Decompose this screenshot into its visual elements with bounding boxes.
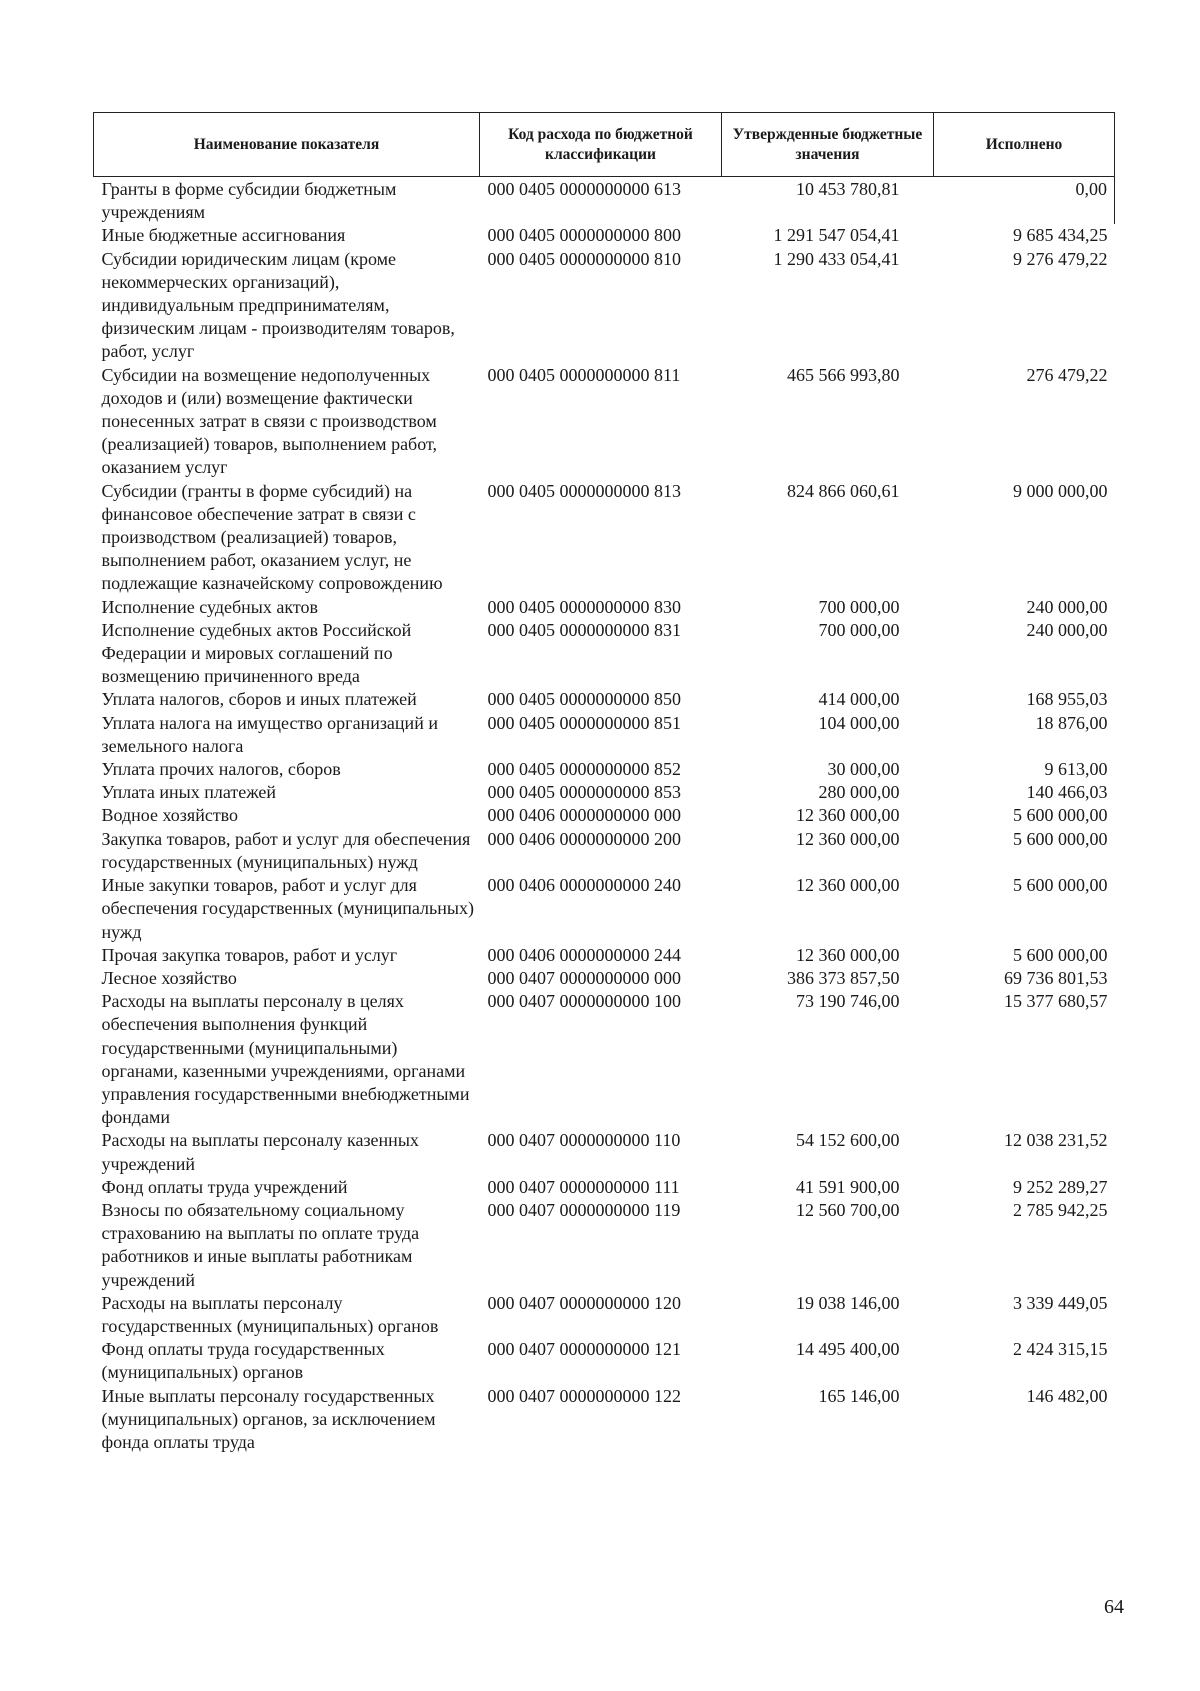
table-header <box>94 113 1115 177</box>
header-executed: Исполнено <box>934 113 1115 177</box>
row-approved: 12 360 000,00 <box>796 828 900 849</box>
table-row <box>94 1338 1115 1384</box>
row-approved: 104 000,00 <box>818 712 900 733</box>
table-row <box>94 712 1115 758</box>
row-code: 000 0405 0000000000 800 <box>487 225 681 246</box>
header-name: Наименование показателя <box>94 113 480 177</box>
row-executed: 2 424 315,15 <box>1013 1339 1108 1360</box>
row-executed: 9 685 434,25 <box>1013 225 1108 246</box>
row-executed: 5 600 000,00 <box>1013 944 1108 965</box>
row-executed: 5 600 000,00 <box>1013 875 1108 896</box>
row-code: 000 0406 0000000000 000 <box>487 805 681 826</box>
table-row <box>94 1199 1115 1292</box>
row-approved: 165 146,00 <box>818 1385 900 1406</box>
row-executed: 3 339 449,05 <box>1013 1292 1108 1313</box>
row-code: 000 0405 0000000000 811 <box>487 364 681 385</box>
row-executed: 146 482,00 <box>1026 1385 1108 1406</box>
row-code: 000 0405 0000000000 851 <box>487 712 681 733</box>
row-approved: 19 038 146,00 <box>796 1292 900 1313</box>
row-code: 000 0406 0000000000 200 <box>487 828 681 849</box>
table-row <box>94 1385 1115 1455</box>
row-approved: 465 566 993,80 <box>787 364 900 385</box>
row-code: 000 0406 0000000000 240 <box>487 875 681 896</box>
row-approved: 30 000,00 <box>827 759 900 780</box>
table-row <box>94 364 1115 480</box>
row-executed: 9 613,00 <box>1044 759 1108 780</box>
row-name: Субсидии (гранты в форме субсидий) на финансовое обеспечение затрат в связи с производством (реализацией) товаров, выполнением работ, оказанием услуг, не подлежащие казначейскому сопровождению <box>101 480 443 594</box>
row-name: Фонд оплаты труда государственных (муниципальных) органов <box>101 1339 385 1383</box>
table-row <box>94 990 1115 1129</box>
budget-execution-sheet <box>93 112 1114 1454</box>
row-approved: 12 360 000,00 <box>796 944 900 965</box>
page-number: 64 <box>1104 1596 1124 1618</box>
table-row <box>94 781 1115 804</box>
row-name: Фонд оплаты труда учреждений <box>101 1176 348 1197</box>
row-code: 000 0407 0000000000 110 <box>487 1130 681 1151</box>
row-executed: 168 955,03 <box>1026 689 1108 710</box>
row-code: 000 0407 0000000000 111 <box>487 1176 680 1197</box>
row-code: 000 0407 0000000000 120 <box>487 1292 681 1313</box>
row-approved: 1 290 433 054,41 <box>773 248 900 269</box>
row-code: 000 0407 0000000000 100 <box>487 991 681 1012</box>
row-name: Прочая закупка товаров, работ и услуг <box>101 944 398 965</box>
table-row <box>94 967 1115 990</box>
row-approved: 10 453 780,81 <box>796 179 900 199</box>
table-row <box>94 1129 1115 1175</box>
table-row <box>94 177 1115 225</box>
row-approved: 824 866 060,61 <box>787 480 900 501</box>
row-approved: 41 591 900,00 <box>796 1176 900 1197</box>
row-name: Взносы по обязательному социальному страхованию на выплаты по оплате труда работников и иные выплаты работникам учреждений <box>101 1199 420 1290</box>
table-row <box>94 1292 1115 1338</box>
row-name: Исполнение судебных актов <box>101 596 319 617</box>
row-name: Гранты в форме субсидии бюджетным учреждениям <box>101 179 397 223</box>
row-executed: 240 000,00 <box>1026 596 1108 617</box>
row-executed: 140 466,03 <box>1026 782 1108 803</box>
row-executed: 69 736 801,53 <box>1004 967 1108 988</box>
row-code: 000 0406 0000000000 244 <box>487 944 681 965</box>
row-name: Уплата налогов, сборов и иных платежей <box>101 689 417 710</box>
row-name: Субсидии юридическим лицам (кроме некоммерческих организаций), индивидуальным предпринимателям, физическим лицам - производителям товаров, работ, услуг <box>101 248 455 362</box>
row-name: Уплата налога на имущество организаций и земельного налога <box>101 712 438 756</box>
table-row <box>94 874 1115 944</box>
header-code: Код расхода по бюджетной классификации <box>480 113 722 177</box>
table-row <box>94 619 1115 689</box>
row-code: 000 0405 0000000000 850 <box>487 689 681 710</box>
row-approved: 386 373 857,50 <box>787 967 900 988</box>
table-row <box>94 828 1115 874</box>
row-executed: 15 377 680,57 <box>1004 991 1108 1012</box>
row-code: 000 0405 0000000000 853 <box>487 782 681 803</box>
row-name: Иные бюджетные ассигнования <box>101 225 346 246</box>
row-executed: 9 252 289,27 <box>1013 1176 1108 1197</box>
row-approved: 54 152 600,00 <box>796 1130 900 1151</box>
row-approved: 700 000,00 <box>818 619 900 640</box>
row-name: Лесное хозяйство <box>101 967 237 988</box>
row-executed: 276 479,22 <box>1026 364 1108 385</box>
row-name: Расходы на выплаты персоналу в целях обеспечения выполнения функций государственными (муниципальными) органами, казенными учреждениями, органами управления государственными внебюджетными фондами <box>101 991 470 1128</box>
table-row <box>94 224 1115 247</box>
table-row <box>94 1176 1115 1199</box>
row-approved: 1 291 547 054,41 <box>773 225 900 246</box>
row-executed: 240 000,00 <box>1026 619 1108 640</box>
table-row <box>94 480 1115 596</box>
row-approved: 700 000,00 <box>818 596 900 617</box>
row-name: Субсидии на возмещение недополученных доходов и (или) возмещение фактически понесенных затрат в связи с производством (реализацией) товаров, выполнением работ, оказанием услуг <box>101 364 437 478</box>
table-body <box>94 177 1115 1455</box>
budget-table <box>93 112 1115 1454</box>
table-row <box>94 248 1115 364</box>
row-executed: 5 600 000,00 <box>1013 828 1108 849</box>
row-code: 000 0407 0000000000 119 <box>487 1199 681 1220</box>
row-approved: 12 360 000,00 <box>796 875 900 896</box>
row-approved: 14 495 400,00 <box>796 1339 900 1360</box>
table-row <box>94 688 1115 711</box>
row-name: Уплата прочих налогов, сборов <box>101 759 341 780</box>
row-executed: 0,00 <box>934 177 1115 225</box>
row-approved: 280 000,00 <box>818 782 900 803</box>
row-name: Иные закупки товаров, работ и услуг для обеспечения государственных (муниципальных) нужд <box>101 875 474 942</box>
row-name: Исполнение судебных актов Российской Федерации и мировых соглашений по возмещению причиненного вреда <box>101 619 412 687</box>
row-code: 000 0405 0000000000 810 <box>487 248 681 269</box>
row-code: 000 0405 0000000000 813 <box>487 480 681 501</box>
row-name: Уплата иных платежей <box>101 782 277 803</box>
row-executed: 9 000 000,00 <box>1013 480 1108 501</box>
row-code: 000 0405 0000000000 830 <box>487 596 681 617</box>
row-code: 000 0405 0000000000 852 <box>487 759 681 780</box>
row-code: 000 0405 0000000000 831 <box>487 619 681 640</box>
table-row <box>94 758 1115 781</box>
row-executed: 5 600 000,00 <box>1013 805 1108 826</box>
row-name: Водное хозяйство <box>101 805 239 826</box>
header-approved: Утвержденные бюджетные значения <box>722 113 934 177</box>
row-code: 000 0407 0000000000 122 <box>487 1385 681 1406</box>
table-row <box>94 804 1115 827</box>
row-code: 000 0407 0000000000 000 <box>487 967 681 988</box>
row-executed: 9 276 479,22 <box>1013 248 1108 269</box>
table-row <box>94 944 1115 967</box>
table-row <box>94 596 1115 619</box>
row-code: 000 0405 0000000000 613 <box>487 179 681 199</box>
row-approved: 414 000,00 <box>818 689 900 710</box>
row-approved: 12 360 000,00 <box>796 805 900 826</box>
row-name: Расходы на выплаты персоналу государственных (муниципальных) органов <box>101 1292 439 1336</box>
row-approved: 73 190 746,00 <box>796 991 900 1012</box>
row-name: Закупка товаров, работ и услуг для обеспечения государственных (муниципальных) нужд <box>101 828 471 872</box>
row-approved: 12 560 700,00 <box>796 1199 900 1220</box>
row-name: Расходы на выплаты персоналу казенных учреждений <box>101 1130 419 1174</box>
row-executed: 12 038 231,52 <box>1004 1130 1108 1151</box>
row-executed: 18 876,00 <box>1035 712 1108 733</box>
row-code: 000 0407 0000000000 121 <box>487 1339 681 1360</box>
row-name: Иные выплаты персоналу государственных (муниципальных) органов, за исключением фонда оплаты труда <box>101 1385 436 1452</box>
row-executed: 2 785 942,25 <box>1013 1199 1108 1220</box>
